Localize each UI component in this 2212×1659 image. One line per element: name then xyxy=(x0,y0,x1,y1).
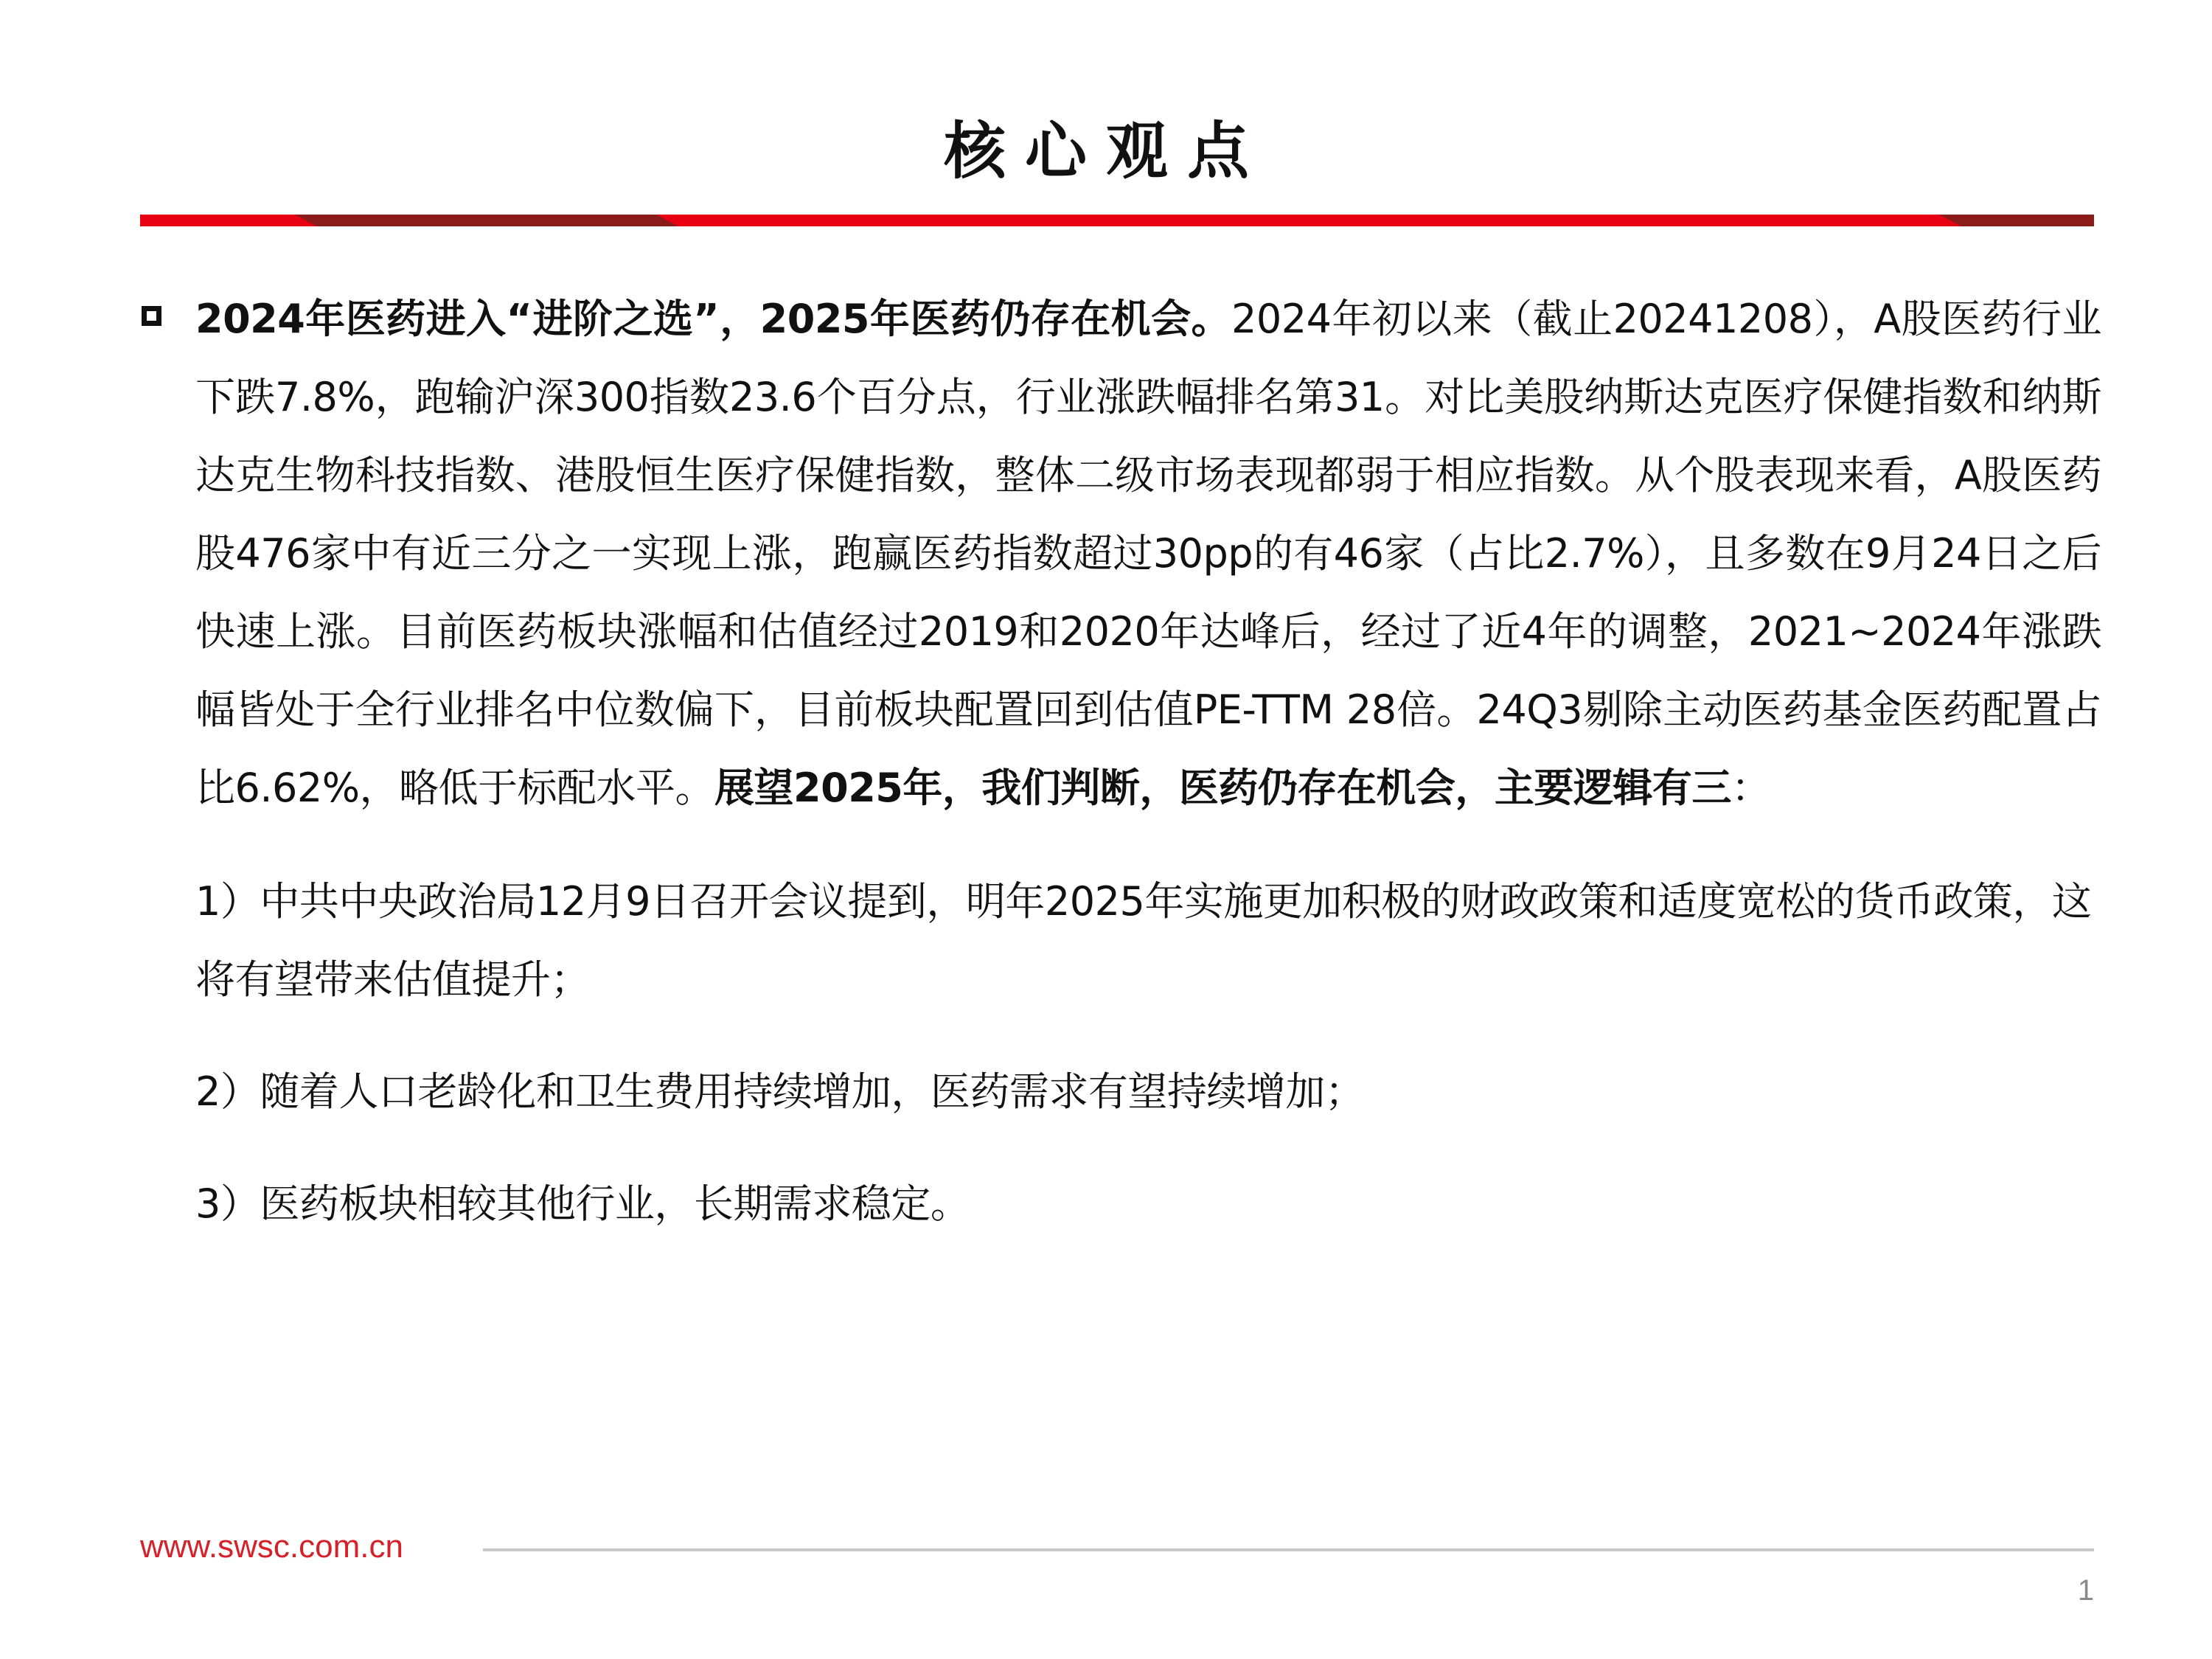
summary-outlook: 展望2025年，我们判断，医药仍存在机会，主要逻辑有三 xyxy=(714,765,1731,811)
square-bullet-icon xyxy=(142,306,161,326)
logic-point-3: 3）医药板块相较其他行业，长期需求稳定。 xyxy=(195,1180,970,1227)
summary-outlook-colon: ： xyxy=(1731,765,1771,811)
slide-title: 核心观点 xyxy=(943,115,1268,187)
summary-body: 2024年初以来（截止20241208），A股医药行业下跌7.8%，跑输沪深300指数23.6个百分点，行业涨跌幅排名第31。对比美股纳斯达克医疗保健指数和纳斯达克生物科技指数、港股恒生医疗保健指数，整体二级市场表现都弱于相应指数。从个股表现来看，A股医药股476家中有近三分之一实现上涨，跑赢医药指数超过30pp的有46家（占比2.7%），且多数在9月24日之后快速上涨。目前医药板块涨幅和估值经过2019和2020年达峰后，经过了近4年的调整，2021~2024年涨跌幅皆处于全行业排名中位数偏下，目前板块配置回到估值PE-TTM 28倍。24Q3剔除主动医药基金医药配置占比6.62%，略低于标配水平。 xyxy=(195,296,2101,811)
footer-url-link[interactable]: www.swsc.com.cn xyxy=(140,1528,403,1565)
content-area xyxy=(140,280,2101,1243)
summary-lead: 2024年医药进入“进阶之选”，2025年医药仍存在机会。 xyxy=(195,296,1232,342)
summary-bullet xyxy=(140,280,2101,827)
summary-paragraph xyxy=(195,280,2101,827)
logic-point-2: 2）随着人口老龄化和卫生费用持续增加，医药需求有望持续增加； xyxy=(195,1068,1365,1115)
footer-divider xyxy=(483,1548,2094,1551)
logic-point-1: 1）中共中央政治局12月9日召开会议提到，明年2025年实施更加积极的财政政策和适度宽松的货币政策，这将有望带来估值提升； xyxy=(195,878,2092,1003)
page-number: 1 xyxy=(2077,1574,2094,1607)
title-underline-bar xyxy=(140,212,2094,229)
